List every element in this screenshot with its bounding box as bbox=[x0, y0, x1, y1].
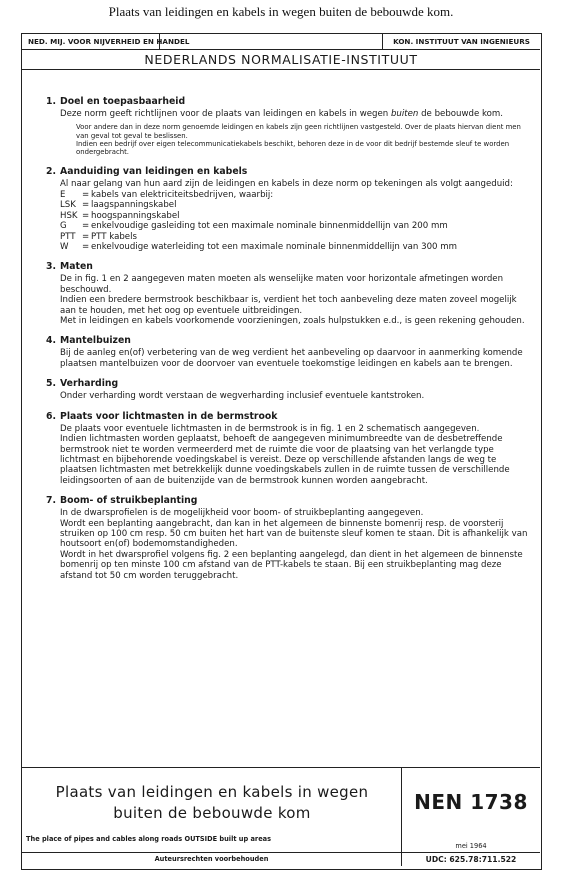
paragraph: De in fig. 1 en 2 aangegeven maten moeten als wenselijke maten voor horizontale afmetingen worden beschouwd. bbox=[60, 274, 504, 295]
section-body bbox=[46, 109, 528, 157]
section-heading bbox=[46, 378, 528, 390]
document-frame bbox=[21, 33, 542, 870]
document-body bbox=[46, 96, 528, 590]
abbreviation-key: G bbox=[60, 221, 67, 232]
paragraph: Wordt in het dwarsprofiel volgens fig. 2 een beplanting aangelegd, dan dient in het algemeen de binnenste bomenrij op ten minste 100 cm afstand van de PTT-kabels te staan. Bij een struikbeplanting mag deze afstand tot 50 cm worden teruggebracht. bbox=[60, 549, 523, 581]
header-row bbox=[22, 34, 540, 50]
paragraph: De plaats voor eventuele lichtmasten in de bermstrook is in fig. 1 en 2 schematisch aangegeven. bbox=[60, 423, 480, 434]
abbreviation-key: PTT bbox=[60, 231, 76, 242]
section-body bbox=[46, 179, 528, 253]
abbreviation-value: enkelvoudige waterleiding tot een maximale nominale binnenmiddellijn van 300 mm bbox=[91, 242, 457, 253]
standard-title bbox=[22, 782, 402, 824]
abbreviation-row bbox=[60, 190, 528, 200]
section-heading bbox=[46, 495, 528, 507]
paragraph bbox=[60, 109, 528, 119]
section-2 bbox=[46, 166, 528, 253]
equals-sign: = bbox=[82, 210, 90, 221]
abbreviation-value: enkelvoudige gasleiding tot een maximale nominale binnenmiddellijn van 200 mm bbox=[91, 221, 448, 232]
section-number: 6. bbox=[46, 410, 57, 422]
section-number: 7. bbox=[46, 495, 57, 507]
section-body bbox=[46, 274, 528, 326]
section-title: Verharding bbox=[60, 378, 119, 390]
section-heading bbox=[46, 411, 528, 423]
english-subtitle: The place of pipes and cables along roads OUTSIDE built up areas bbox=[26, 835, 272, 843]
section-number: 4. bbox=[46, 335, 57, 347]
note-text: Indien een bedrijf over eigen telecommunicatiekabels beschikt, behoren deze in de voor dit bedrijf bestemde sleuf te worden ondergebracht. bbox=[76, 140, 510, 157]
title-block-left bbox=[22, 768, 402, 852]
standard-title-line: Plaats van leidingen en kabels in wegen bbox=[55, 783, 369, 801]
equals-sign: = bbox=[82, 221, 90, 232]
paragraph: Met in leidingen en kabels voorkomende voorzieningen, zoals hulpstukken e.d., is geen rekening gehouden. bbox=[60, 316, 525, 327]
note bbox=[60, 123, 528, 156]
abbreviation-value: laagspanningskabel bbox=[91, 200, 177, 211]
abbreviation-key: E bbox=[60, 190, 66, 200]
abbreviation-value: hoogspanningskabel bbox=[91, 210, 180, 221]
abbreviation-key: HSK bbox=[60, 210, 78, 221]
abbreviation-row bbox=[60, 200, 528, 210]
section-1 bbox=[46, 96, 528, 157]
paragraph-text: Deze norm geeft richtlijnen voor de plaats van leidingen en kabels in wegen bbox=[60, 109, 391, 119]
paragraph: Onder verharding wordt verstaan de wegverharding inclusief eventuele kantstroken. bbox=[60, 391, 425, 402]
standard-code: NEN 1738 bbox=[414, 790, 528, 814]
section-body bbox=[46, 348, 528, 369]
emphasis-text: buiten bbox=[390, 109, 419, 119]
section-title: Boom- of struikbeplanting bbox=[60, 495, 198, 507]
institute-name: NEDERLANDS NORMALISATIE-INSTITUUT bbox=[22, 50, 540, 70]
paragraph: Indien een bredere bermstrook beschikbaar is, verdient het toch aanbeveling deze maten zoveel mogelijk aan te houden, met het oog op eventuele uitbreidingen. bbox=[60, 295, 517, 316]
section-body bbox=[46, 391, 528, 401]
section-6 bbox=[46, 411, 528, 486]
section-heading bbox=[46, 335, 528, 347]
paragraph: Al naar gelang van hun aard zijn de leidingen en kabels in deze norm op tekeningen als volgt aangeduid: bbox=[60, 178, 513, 189]
section-title: Maten bbox=[60, 261, 93, 273]
section-3 bbox=[46, 261, 528, 326]
section-5 bbox=[46, 378, 528, 401]
equals-sign: = bbox=[82, 231, 90, 242]
paragraph: In de dwarsprofielen is de mogelijkheid voor boom- of struikbeplanting aangegeven. bbox=[60, 508, 424, 519]
section-number: 1. bbox=[46, 96, 57, 107]
section-title: Plaats voor lichtmasten in de bermstrook bbox=[60, 410, 278, 422]
section-heading bbox=[46, 96, 528, 108]
abbreviation-value: kabels van elektriciteitsbedrijven, waarbij: bbox=[91, 190, 274, 200]
paragraph-text: de bebouwde kom. bbox=[418, 109, 504, 119]
abbreviation-key: LSK bbox=[60, 200, 76, 211]
equals-sign: = bbox=[82, 200, 90, 211]
section-body bbox=[46, 424, 528, 486]
standard-title-line: buiten de bebouwde kom bbox=[113, 804, 311, 822]
abbreviation-key: W bbox=[60, 242, 69, 253]
header-right-org: KON. INSTITUUT VAN INGENIEURS bbox=[382, 34, 540, 49]
equals-sign: = bbox=[82, 190, 90, 200]
section-number: 5. bbox=[46, 378, 57, 390]
abbreviation-value: PTT kabels bbox=[91, 231, 137, 242]
abbreviation-row bbox=[60, 211, 528, 221]
section-4 bbox=[46, 335, 528, 369]
paragraph: Indien lichtmasten worden geplaatst, behoeft de aangegeven minimumbreedte van de desbetreffende bermstrook niet te worden vermeerderd met de ruimte die voor de plaatsing van het verlangde type lichtmast en bijbehorende voedingskabel is vereist. Deze op verschillende afstanden langs de weg te plaatsen lichtmasten met betrekkelijk dunne voedingskabels zullen in de ruimte tussen de verschillende leidingsoorten of aan de buitenzijde van de bermstrook kunnen worden aangebracht. bbox=[60, 434, 510, 486]
section-title: Mantelbuizen bbox=[60, 335, 131, 347]
section-number: 2. bbox=[46, 165, 57, 177]
section-number: 3. bbox=[46, 261, 57, 273]
page-title: Plaats van leidingen en kabels in wegen buiten de bebouwde kom. bbox=[108, 4, 454, 19]
copyright-notice: Auteursrechten voorbehouden bbox=[22, 852, 402, 866]
section-title: Aanduiding van leidingen en kabels bbox=[60, 165, 248, 177]
section-body bbox=[46, 508, 528, 581]
title-block bbox=[22, 767, 540, 868]
abbreviation-row bbox=[60, 221, 528, 231]
section-heading bbox=[46, 166, 528, 178]
paragraph: Bij de aanleg en(of) verbetering van de weg verdient het aanbeveling op daarvoor in aanmerking komende plaatsen mantelbuizen voor de doorvoer van eventuele toekomstige leidingen en kabels aan te brengen. bbox=[60, 348, 523, 369]
paragraph: Wordt een beplanting aangebracht, dan kan in het algemeen de binnenste bomenrij resp. de voorsterij struiken op 100 cm resp. 50 cm buiten het hart van de buitenste sleuf komen te staan. Dit is afhankelijk van houtsoort en(of) bodemomstandigheden. bbox=[60, 518, 528, 550]
abbreviation-row bbox=[60, 242, 528, 252]
section-7 bbox=[46, 495, 528, 581]
section-heading bbox=[46, 261, 528, 273]
abbreviation-list bbox=[60, 190, 528, 252]
abbreviation-row bbox=[60, 232, 528, 242]
header-left-org: NED. MIJ. VOOR NIJVERHEID EN HANDEL bbox=[22, 34, 160, 49]
equals-sign: = bbox=[82, 242, 90, 253]
section-title: Doel en toepasbaarheid bbox=[60, 96, 186, 107]
note-text: Voor andere dan in deze norm genoemde leidingen en kabels zijn geen richtlijnen vastgesteld. Over de plaats hiervan dient men van geval tot geval te beslissen. bbox=[76, 123, 521, 140]
udc-code: UDC: 625.78:711.522 bbox=[402, 852, 540, 866]
publication-date: mei 1964 bbox=[455, 842, 487, 850]
